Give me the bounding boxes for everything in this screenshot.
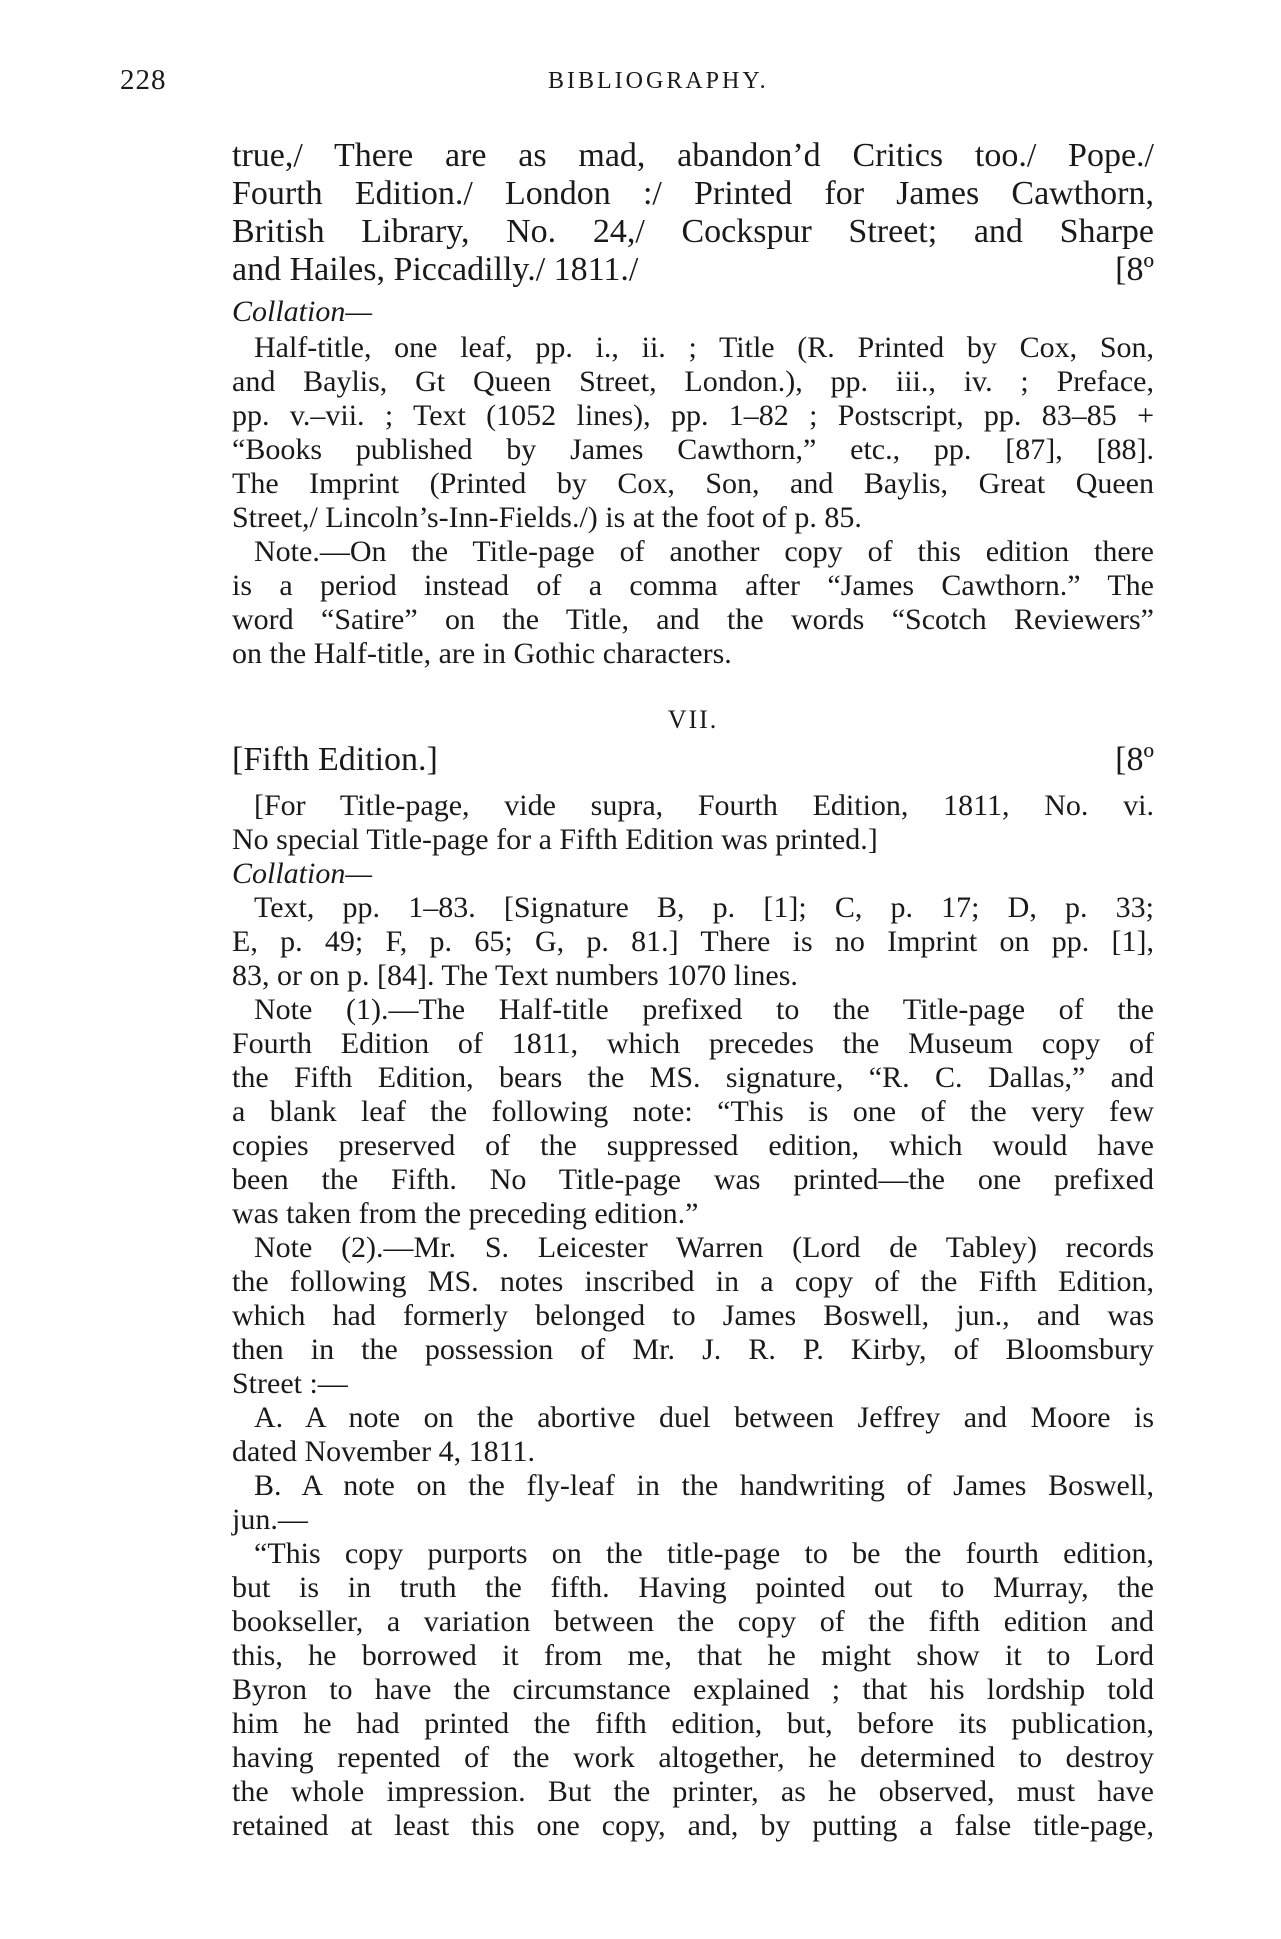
note-line: was taken from the preceding edition.” <box>232 1197 699 1230</box>
page-number: 228 <box>120 64 167 96</box>
note-line: jun.— <box>232 1503 308 1536</box>
collation-heading: Collation— <box>232 295 373 328</box>
note-line: Fourth Edition of 1811, which precedes the Museum copy of <box>232 1027 1154 1060</box>
note-line: is a period instead of a comma after “James Cawthorn.” The <box>232 569 1154 602</box>
note-line: Street :— <box>232 1367 348 1400</box>
quote-line: retained at least this one copy, and, by putting a false title-page, <box>232 1809 1154 1842</box>
section-number: VII. <box>667 705 719 734</box>
quote-line: having repented of the work altogether, he determined to destroy <box>232 1741 1154 1774</box>
note-line: the Fifth Edition, bears the MS. signature, “R. C. Dallas,” and <box>232 1061 1154 1094</box>
collation-line: Text, pp. 1–83. [Signature B, p. [1]; C, p. 17; D, p. 33; <box>254 891 1154 924</box>
quote-line: Byron to have the circumstance explained ; that his lordship told <box>232 1673 1154 1706</box>
quote-line: bookseller, a variation between the copy of the fifth edition and <box>232 1605 1154 1638</box>
note-line: on the Half-title, are in Gothic characters. <box>232 637 732 670</box>
collation-line: “Books published by James Cawthorn,” etc., pp. [87], [88]. <box>232 433 1154 466</box>
note-line: word “Satire” on the Title, and the words “Scotch Reviewers” <box>232 603 1154 636</box>
collation-heading: Collation— <box>232 857 373 890</box>
collation-line: E, p. 49; F, p. 65; G, p. 81.] There is no Imprint on pp. [1], <box>232 925 1154 958</box>
quote-line: him he had printed the fifth edition, but, before its publication, <box>232 1707 1154 1740</box>
format-mark: [8º <box>1115 741 1154 778</box>
note-line: dated November 4, 1811. <box>232 1435 535 1468</box>
collation-line: pp. v.–vii. ; Text (1052 lines), pp. 1–82 ; Postscript, pp. 83–85 + <box>232 399 1154 432</box>
note-line: Note (1).—The Half-title prefixed to the Title-page of the <box>254 993 1154 1026</box>
note-line: been the Fifth. No Title-page was printed—the one prefixed <box>232 1163 1154 1196</box>
section-heading: [Fifth Edition.] <box>232 741 438 778</box>
note-line: then in the possession of Mr. J. R. P. Kirby, of Bloomsbury <box>232 1333 1154 1366</box>
note-line: a blank leaf the following note: “This is one of the very few <box>232 1095 1154 1128</box>
title-line: true,/ There are as mad, abandon’d Critics too./ Pope./ <box>232 137 1154 174</box>
title-line: and Hailes, Piccadilly./ 1811./ <box>232 251 639 288</box>
collation-line: Half-title, one leaf, pp. i., ii. ; Title (R. Printed by Cox, Son, <box>254 331 1154 364</box>
quote-line: the whole impression. But the printer, as he observed, must have <box>232 1775 1154 1808</box>
collation-line: The Imprint (Printed by Cox, Son, and Baylis, Great Queen <box>232 467 1154 500</box>
collation-line: 83, or on p. [84]. The Text numbers 1070 lines. <box>232 959 798 992</box>
note-line: Note.—On the Title-page of another copy of this edition there <box>254 535 1154 568</box>
collation-line: Street,/ Lincoln’s-Inn-Fields./) is at the foot of p. 85. <box>232 501 862 534</box>
section-heading-line <box>232 740 1154 780</box>
intro-line: No special Title-page for a Fifth Edition was printed.] <box>232 823 878 856</box>
note-line: the following MS. notes inscribed in a copy of the Fifth Edition, <box>232 1265 1154 1298</box>
title-line: Fourth Edition./ London :/ Printed for James Cawthorn, <box>232 175 1154 212</box>
title-line: British Library, No. 24,/ Cockspur Street; and Sharpe <box>232 213 1154 250</box>
format-mark: [8º <box>1115 251 1154 288</box>
quote-line: “This copy purports on the title-page to be the fourth edition, <box>254 1537 1154 1570</box>
quote-line: this, he borrowed it from me, that he might show it to Lord <box>232 1639 1154 1672</box>
running-head: BIBLIOGRAPHY. <box>548 68 769 94</box>
note-line: Note (2).—Mr. S. Leicester Warren (Lord de Tabley) records <box>254 1231 1154 1264</box>
intro-line: [For Title-page, vide supra, Fourth Edition, 1811, No. vi. <box>254 789 1154 822</box>
title-line-last <box>232 250 1154 290</box>
page-header <box>0 64 1281 104</box>
note-line: copies preserved of the suppressed edition, which would have <box>232 1129 1154 1162</box>
quote-line: but is in truth the fifth. Having pointed out to Murray, the <box>232 1571 1154 1604</box>
note-line: which had formerly belonged to James Boswell, jun., and was <box>232 1299 1154 1332</box>
note-line: A. A note on the abortive duel between Jeffrey and Moore is <box>254 1401 1154 1434</box>
collation-line: and Baylis, Gt Queen Street, London.), pp. iii., iv. ; Preface, <box>232 365 1154 398</box>
note-line: B. A note on the fly-leaf in the handwriting of James Boswell, <box>254 1469 1154 1502</box>
